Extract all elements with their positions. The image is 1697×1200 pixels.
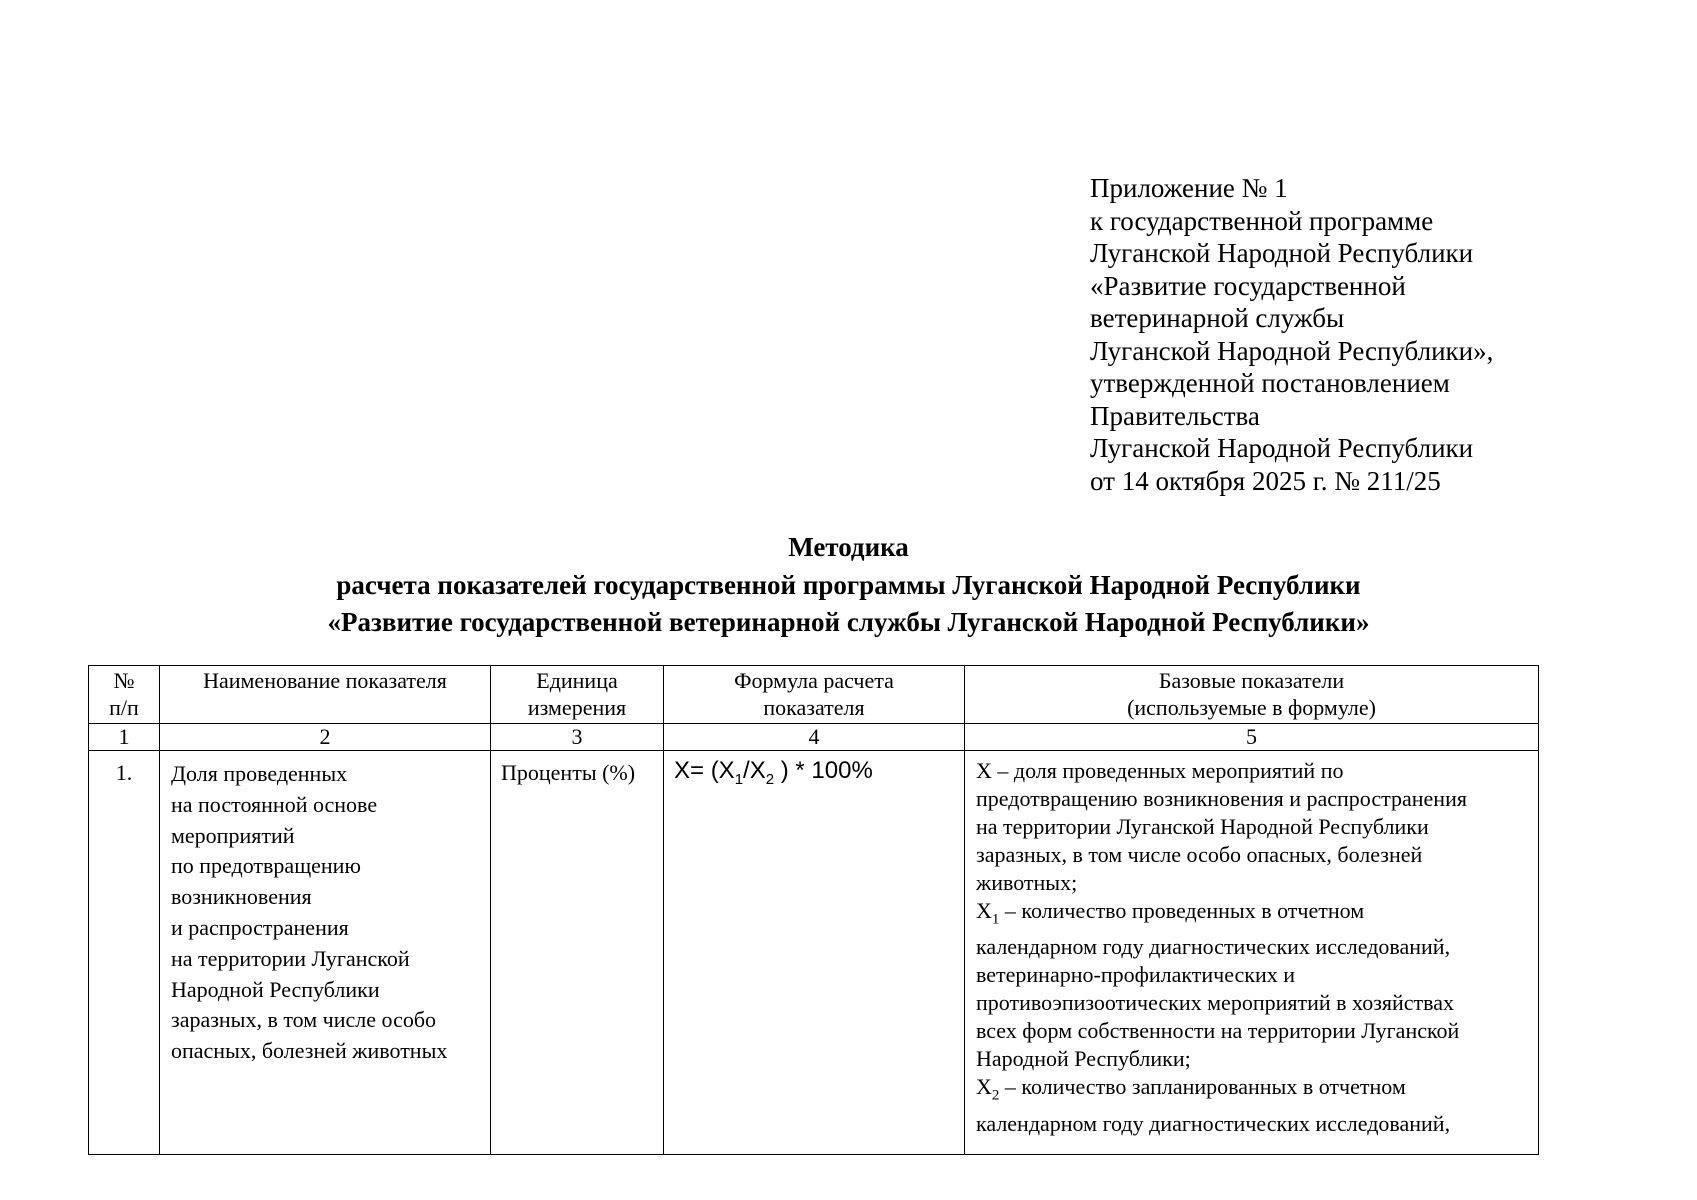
unit-cell: Проценты (%) (491, 751, 664, 1155)
base-indicators-cell (965, 751, 1539, 1155)
formula-part: ) * 100% (774, 757, 873, 784)
header-number (89, 666, 160, 724)
variable-symbol: X (976, 898, 992, 923)
header-formula-line: показателя (763, 695, 865, 720)
base-line: на территории Луганской Народной Республики (976, 814, 1429, 839)
title-line: Методика (788, 532, 909, 562)
indicator-name-line: по предотвращению (171, 853, 361, 879)
column-number: 5 (965, 724, 1539, 751)
indicator-name-line: на территории Луганской (171, 945, 410, 971)
indicator-name-line: Доля проведенных (171, 761, 348, 786)
base-line: животных; (976, 870, 1078, 895)
header-base-line: (используемые в формуле) (1127, 695, 1376, 720)
header-base-line: Базовые показатели (1158, 668, 1345, 693)
base-line: ветеринарно-профилактических и (976, 962, 1296, 988)
formula-subscript: 1 (734, 770, 744, 788)
base-line: всех форм собственности на территории Луганской (976, 1018, 1460, 1044)
header-unit (491, 666, 664, 724)
indicator-name-line: Народной Республики (171, 976, 380, 1002)
row-number: 1. (89, 751, 160, 1155)
header-unit-line: Единица (536, 668, 618, 693)
formula-part: /X (743, 757, 766, 784)
appendix-line: Луганской Народной Республики (1090, 238, 1474, 268)
header-name-text: Наименование показателя (203, 668, 447, 693)
appendix-line: от 14 октября 2025 г. № 211/25 (1090, 465, 1441, 496)
appendix-line: Луганской Народной Республики (1090, 433, 1474, 463)
appendix-line: утвержденной постановлением (1090, 368, 1450, 398)
column-number: 3 (491, 724, 664, 751)
indicator-name-cell (160, 751, 491, 1155)
indicator-name-line: мероприятий (171, 822, 295, 848)
column-number-row (89, 724, 1539, 751)
column-number: 1 (89, 724, 160, 751)
base-text: – количество проведенных в отчетном (999, 898, 1365, 923)
base-line-x1 (976, 897, 1538, 933)
base-line: Народной Республики; (976, 1046, 1191, 1072)
appendix-line: Правительства (1090, 400, 1260, 431)
header-number-line: № (113, 668, 135, 693)
variable-subscript: 1 (991, 911, 1000, 928)
indicator-name-line: опасных, болезней животных (171, 1038, 448, 1064)
indicator-name-line: заразных, в том числе особо (171, 1007, 437, 1033)
column-number: 4 (664, 724, 965, 751)
header-formula-line: Формула расчета (734, 668, 894, 693)
appendix-line: к государственной программе (1090, 205, 1434, 236)
base-line: календарном году диагностических исследований, (976, 1110, 1451, 1136)
indicator-name-line: на постоянной основе (171, 791, 378, 817)
appendix-line: Приложение № 1 (1090, 173, 1288, 203)
base-line-x2 (976, 1073, 1538, 1109)
header-formula (664, 666, 965, 724)
title-line: расчета показателей государственной программы Луганской Народной Республики (336, 569, 1361, 600)
table-header-row (89, 666, 1539, 724)
header-base-indicators (965, 666, 1539, 724)
variable-symbol: X (976, 1074, 992, 1100)
base-line: календарном году диагностических исследований, (976, 934, 1451, 960)
base-line: X – доля проведенных мероприятий по (976, 758, 1344, 783)
base-line: предотвращению возникновения и распространения (976, 786, 1467, 811)
formula-cell (664, 751, 965, 1155)
formula-subscript: 2 (765, 770, 775, 788)
document-title (0, 529, 1697, 642)
base-text: – количество запланированных в отчетном (999, 1074, 1406, 1100)
header-indicator-name (160, 666, 491, 724)
title-line: «Развитие государственной ветеринарной службы Луганской Народной Республики» (327, 607, 1370, 637)
appendix-line: Луганской Народной Республики», (1090, 335, 1494, 366)
base-line: заразных, в том числе особо опасных, болезней (976, 842, 1423, 867)
table-row (89, 751, 1539, 1155)
header-number-line: п/п (109, 695, 139, 720)
appendix-line: ветеринарной службы (1090, 303, 1345, 333)
indicator-name-line: возникновения (171, 884, 312, 910)
column-number: 2 (160, 724, 491, 751)
header-unit-line: измерения (527, 695, 627, 720)
formula-part: X= (X (674, 757, 735, 784)
variable-subscript: 2 (991, 1087, 1000, 1104)
appendix-line: «Развитие государственной (1090, 270, 1406, 301)
base-line: противоэпизоотических мероприятий в хозяйствах (976, 990, 1455, 1016)
indicators-table (88, 665, 1539, 1155)
appendix-approval-block (1090, 172, 1493, 497)
indicator-name-line: и распространения (171, 914, 349, 940)
